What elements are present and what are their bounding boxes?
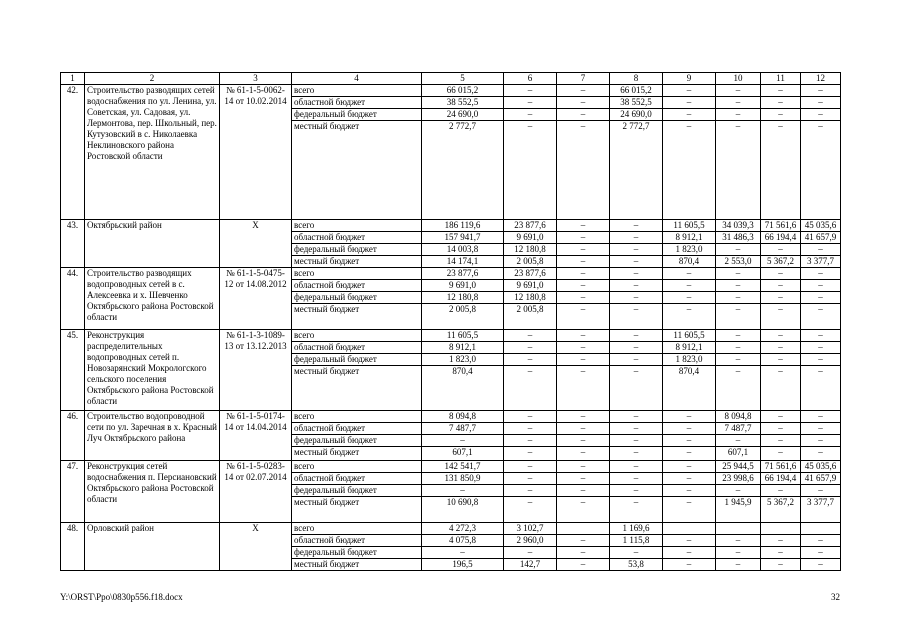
object-name: Реконструкция сетей водоснабжения п. Персиановский Октябрьского района Ростовской области [85, 461, 220, 523]
value-cell: – [761, 121, 801, 220]
value-cell [663, 523, 716, 535]
value-cell: 131 850,9 [422, 473, 504, 485]
value-cell: – [557, 109, 610, 121]
value-cell: 7 487,7 [422, 423, 504, 435]
value-cell: – [504, 85, 557, 97]
value-cell: 38 552,5 [422, 97, 504, 109]
object-name: Реконструкция распределительных водопроводных сетей п. Новозарянский Мокрологского сельского поселения Октябрьского района Ростовской области [85, 330, 220, 411]
value-cell: – [663, 473, 716, 485]
value-cell: 38 552,5 [610, 97, 663, 109]
value-cell: – [716, 485, 761, 497]
funding-source: областной бюджет [292, 423, 422, 435]
value-cell: – [610, 435, 663, 447]
value-cell: – [557, 268, 610, 280]
funding-source: всего [292, 411, 422, 423]
document-number: № 61-1-5-0174-14 от 14.04.2014 [220, 411, 292, 461]
value-cell: 870,4 [422, 366, 504, 411]
value-cell: – [610, 473, 663, 485]
value-cell: 71 561,6 [761, 461, 801, 473]
funding-source: всего [292, 330, 422, 342]
funding-source: областной бюджет [292, 342, 422, 354]
value-cell: – [716, 280, 761, 292]
value-cell: 196,5 [422, 559, 504, 571]
value-cell: 8 912,1 [422, 342, 504, 354]
value-cell: 9 691,0 [504, 280, 557, 292]
table-body [61, 73, 841, 571]
value-cell: – [663, 121, 716, 220]
value-cell: 23 877,6 [504, 220, 557, 232]
value-cell: – [801, 366, 841, 411]
value-cell: 31 486,3 [716, 232, 761, 244]
value-cell: – [801, 304, 841, 330]
funding-source: федеральный бюджет [292, 547, 422, 559]
value-cell: 8 912,1 [663, 342, 716, 354]
value-cell: – [801, 354, 841, 366]
value-cell: 1 945,9 [716, 497, 761, 523]
value-cell: – [504, 497, 557, 523]
object-name: Строительство водопроводной сети по ул. Заречная в х. Красный Луч Октябрьского района [85, 411, 220, 461]
funding-source: федеральный бюджет [292, 292, 422, 304]
value-cell: – [557, 292, 610, 304]
value-cell: – [761, 280, 801, 292]
document-number: № 61-1-5-0475-12 от 14.08.2012 [220, 268, 292, 330]
funding-source: всего [292, 220, 422, 232]
value-cell: – [801, 423, 841, 435]
header-cell: 12 [801, 73, 841, 85]
funding-source: всего [292, 85, 422, 97]
value-cell: – [761, 423, 801, 435]
value-cell: – [504, 366, 557, 411]
table-row [61, 461, 841, 473]
budget-table [60, 72, 841, 571]
header-cell: 2 [85, 73, 220, 85]
value-cell: – [610, 461, 663, 473]
value-cell: 34 039,3 [716, 220, 761, 232]
value-cell: – [716, 244, 761, 256]
header-cell: 8 [610, 73, 663, 85]
value-cell: 1 823,0 [663, 354, 716, 366]
value-cell: – [663, 435, 716, 447]
value-cell: – [801, 485, 841, 497]
document-number: № 61-1-5-0062-14 от 10.02.2014 [220, 85, 292, 220]
funding-source: местный бюджет [292, 559, 422, 571]
value-cell: 3 377,7 [801, 256, 841, 268]
value-cell [801, 523, 841, 535]
table-row [61, 220, 841, 232]
row-number: 46. [61, 411, 85, 461]
value-cell: – [716, 121, 761, 220]
value-cell: – [663, 85, 716, 97]
value-cell: 23 877,6 [504, 268, 557, 280]
page-number: 32 [831, 592, 840, 602]
value-cell: – [663, 535, 716, 547]
value-cell: – [610, 342, 663, 354]
value-cell: – [663, 461, 716, 473]
value-cell: – [557, 485, 610, 497]
value-cell: – [801, 109, 841, 121]
value-cell: – [663, 423, 716, 435]
value-cell: – [557, 232, 610, 244]
value-cell: – [716, 292, 761, 304]
value-cell: – [663, 97, 716, 109]
value-cell: – [761, 447, 801, 461]
funding-source: местный бюджет [292, 497, 422, 523]
value-cell: – [801, 547, 841, 559]
value-cell: – [801, 342, 841, 354]
value-cell: – [761, 485, 801, 497]
value-cell: 5 367,2 [761, 256, 801, 268]
value-cell: 66 194,4 [761, 232, 801, 244]
value-cell: – [610, 411, 663, 423]
value-cell: 45 035,6 [801, 220, 841, 232]
value-cell: – [557, 461, 610, 473]
value-cell: – [557, 304, 610, 330]
value-cell: 1 823,0 [422, 354, 504, 366]
value-cell: – [801, 447, 841, 461]
value-cell: – [801, 244, 841, 256]
funding-source: федеральный бюджет [292, 244, 422, 256]
value-cell: – [801, 268, 841, 280]
value-cell: – [663, 497, 716, 523]
value-cell: – [761, 342, 801, 354]
value-cell: – [557, 354, 610, 366]
value-cell: – [610, 220, 663, 232]
value-cell: 870,4 [663, 256, 716, 268]
funding-source: всего [292, 461, 422, 473]
value-cell: 2 772,7 [610, 121, 663, 220]
row-number: 45. [61, 330, 85, 411]
value-cell: 1 823,0 [663, 244, 716, 256]
value-cell: – [504, 342, 557, 354]
value-cell: – [801, 292, 841, 304]
value-cell: 157 941,7 [422, 232, 504, 244]
value-cell: – [557, 559, 610, 571]
value-cell: 24 690,0 [610, 109, 663, 121]
value-cell: – [663, 547, 716, 559]
value-cell: – [504, 447, 557, 461]
value-cell: – [557, 473, 610, 485]
value-cell: – [504, 354, 557, 366]
value-cell: 2 005,8 [504, 256, 557, 268]
value-cell: 870,4 [663, 366, 716, 411]
value-cell: – [761, 559, 801, 571]
value-cell: 53,8 [610, 559, 663, 571]
value-cell: 8 912,1 [663, 232, 716, 244]
value-cell: – [761, 304, 801, 330]
value-cell: 66 194,4 [761, 473, 801, 485]
value-cell: 66 015,2 [610, 85, 663, 97]
value-cell: – [504, 411, 557, 423]
value-cell [761, 523, 801, 535]
value-cell: – [504, 547, 557, 559]
value-cell: 23 998,6 [716, 473, 761, 485]
header-cell: 9 [663, 73, 716, 85]
row-number: 44. [61, 268, 85, 330]
table-row [61, 268, 841, 280]
value-cell: 2 005,8 [422, 304, 504, 330]
value-cell: – [716, 342, 761, 354]
value-cell: – [504, 97, 557, 109]
value-cell: – [716, 268, 761, 280]
value-cell: – [610, 485, 663, 497]
funding-source: областной бюджет [292, 232, 422, 244]
value-cell: 607,1 [422, 447, 504, 461]
value-cell: 71 561,6 [761, 220, 801, 232]
value-cell: 8 094,8 [422, 411, 504, 423]
value-cell: – [761, 268, 801, 280]
table-row [61, 85, 841, 97]
value-cell: – [716, 547, 761, 559]
value-cell: 9 691,0 [422, 280, 504, 292]
value-cell: 8 094,8 [716, 411, 761, 423]
value-cell: 186 119,6 [422, 220, 504, 232]
value-cell: – [716, 559, 761, 571]
funding-source: местный бюджет [292, 304, 422, 330]
value-cell: 607,1 [716, 447, 761, 461]
value-cell: – [716, 85, 761, 97]
value-cell: – [761, 366, 801, 411]
funding-source: всего [292, 523, 422, 535]
value-cell: – [610, 547, 663, 559]
value-cell: – [716, 109, 761, 121]
value-cell: – [557, 423, 610, 435]
table-row [61, 523, 841, 535]
value-cell: – [557, 220, 610, 232]
value-cell: 3 377,7 [801, 497, 841, 523]
value-cell: – [504, 435, 557, 447]
value-cell: 45 035,6 [801, 461, 841, 473]
value-cell: – [663, 559, 716, 571]
value-cell: – [610, 497, 663, 523]
value-cell: – [761, 244, 801, 256]
value-cell: – [801, 121, 841, 220]
value-cell: – [663, 411, 716, 423]
footer-file-path: Y:\ORST\Ppo\0830p556.f18.docx [60, 592, 183, 602]
value-cell: – [761, 547, 801, 559]
value-cell: – [761, 330, 801, 342]
value-cell: 11 605,5 [663, 330, 716, 342]
value-cell: – [716, 97, 761, 109]
value-cell: – [663, 292, 716, 304]
value-cell: – [610, 423, 663, 435]
header-cell: 3 [220, 73, 292, 85]
funding-source: областной бюджет [292, 280, 422, 292]
object-name: Орловский район [85, 523, 220, 571]
value-cell: 2 005,8 [504, 304, 557, 330]
value-cell: – [610, 232, 663, 244]
value-cell: 12 180,8 [422, 292, 504, 304]
value-cell: – [557, 497, 610, 523]
header-cell: 1 [61, 73, 85, 85]
value-cell: – [504, 423, 557, 435]
funding-source: местный бюджет [292, 447, 422, 461]
value-cell: – [557, 85, 610, 97]
document-number: № 61-1-3-1089-13 от 13.12.2013 [220, 330, 292, 411]
value-cell: – [557, 244, 610, 256]
funding-source: федеральный бюджет [292, 109, 422, 121]
value-cell: – [801, 435, 841, 447]
value-cell: 25 944,5 [716, 461, 761, 473]
row-number: 47. [61, 461, 85, 523]
value-cell: – [761, 97, 801, 109]
value-cell: – [716, 435, 761, 447]
value-cell: – [610, 354, 663, 366]
value-cell: 3 102,7 [504, 523, 557, 535]
value-cell: – [610, 292, 663, 304]
value-cell: – [761, 85, 801, 97]
value-cell: 9 691,0 [504, 232, 557, 244]
object-name: Строительство разводящих сетей водоснабжения по ул. Ленина, ул. Советская, ул. Садовая, ул. Лермонтова, пер. Школьный, пер. Кутузовский в с. Николаевка Неклиновского района Ростовской области [85, 85, 220, 220]
value-cell: – [761, 109, 801, 121]
value-cell: 11 605,5 [422, 330, 504, 342]
funding-source: всего [292, 268, 422, 280]
value-cell: – [610, 256, 663, 268]
header-cell: 6 [504, 73, 557, 85]
header-cell: 10 [716, 73, 761, 85]
value-cell: – [504, 330, 557, 342]
value-cell: 41 657,9 [801, 473, 841, 485]
value-cell: – [610, 268, 663, 280]
value-cell: 2 553,0 [716, 256, 761, 268]
value-cell: 14 003,8 [422, 244, 504, 256]
value-cell: 10 690,8 [422, 497, 504, 523]
value-cell: 1 115,8 [610, 535, 663, 547]
object-name: Октябрьский район [85, 220, 220, 268]
value-cell: – [557, 447, 610, 461]
funding-source: федеральный бюджет [292, 485, 422, 497]
object-name: Строительство разводящих водопроводных сетей в с. Алексеевка и х. Шевченко Октябрьского района Ростовской области [85, 268, 220, 330]
funding-source: областной бюджет [292, 535, 422, 547]
funding-source: местный бюджет [292, 256, 422, 268]
value-cell: – [422, 547, 504, 559]
value-cell: – [557, 535, 610, 547]
value-cell: 142 541,7 [422, 461, 504, 473]
value-cell: – [716, 304, 761, 330]
value-cell: – [422, 485, 504, 497]
value-cell: – [716, 535, 761, 547]
value-cell: – [557, 256, 610, 268]
value-cell: – [557, 97, 610, 109]
value-cell: – [801, 330, 841, 342]
value-cell: – [801, 559, 841, 571]
value-cell: – [716, 366, 761, 411]
value-cell: 1 169,6 [610, 523, 663, 535]
value-cell: 2 772,7 [422, 121, 504, 220]
funding-source: федеральный бюджет [292, 435, 422, 447]
value-cell: – [610, 366, 663, 411]
value-cell: – [610, 244, 663, 256]
value-cell: 4 075,8 [422, 535, 504, 547]
row-number: 48. [61, 523, 85, 571]
value-cell: 66 015,2 [422, 85, 504, 97]
value-cell: – [663, 447, 716, 461]
value-cell: 4 272,3 [422, 523, 504, 535]
value-cell: – [557, 411, 610, 423]
funding-source: местный бюджет [292, 366, 422, 411]
document-number: № 61-1-5-0283-14 от 02.07.2014 [220, 461, 292, 523]
value-cell: – [716, 330, 761, 342]
value-cell: – [557, 435, 610, 447]
value-cell: – [801, 280, 841, 292]
value-cell: 12 180,8 [504, 292, 557, 304]
value-cell: – [801, 535, 841, 547]
value-cell: – [557, 280, 610, 292]
value-cell: – [557, 547, 610, 559]
value-cell: 14 174,1 [422, 256, 504, 268]
value-cell: – [504, 461, 557, 473]
funding-source: областной бюджет [292, 97, 422, 109]
funding-source: местный бюджет [292, 121, 422, 220]
value-cell: 41 657,9 [801, 232, 841, 244]
value-cell: – [610, 447, 663, 461]
header-cell: 7 [557, 73, 610, 85]
row-number: 43. [61, 220, 85, 268]
value-cell: – [663, 485, 716, 497]
value-cell: – [504, 109, 557, 121]
value-cell: – [610, 280, 663, 292]
value-cell: – [663, 304, 716, 330]
value-cell: 7 487,7 [716, 423, 761, 435]
value-cell: – [663, 109, 716, 121]
value-cell: – [761, 535, 801, 547]
value-cell: – [801, 85, 841, 97]
header-cell: 11 [761, 73, 801, 85]
row-number: 42. [61, 85, 85, 220]
table-row [61, 330, 841, 342]
value-cell: – [504, 473, 557, 485]
value-cell: – [610, 330, 663, 342]
value-cell [716, 523, 761, 535]
table-row [61, 411, 841, 423]
value-cell: 11 605,5 [663, 220, 716, 232]
value-cell: – [801, 411, 841, 423]
value-cell: – [557, 330, 610, 342]
value-cell [557, 523, 610, 535]
document-number: Х [220, 523, 292, 571]
funding-source: федеральный бюджет [292, 354, 422, 366]
header-row [61, 73, 841, 85]
value-cell: – [801, 97, 841, 109]
value-cell: – [716, 354, 761, 366]
header-cell: 4 [292, 73, 422, 85]
value-cell: 2 960,0 [504, 535, 557, 547]
value-cell: 12 180,8 [504, 244, 557, 256]
value-cell: – [504, 485, 557, 497]
value-cell: – [422, 435, 504, 447]
value-cell: – [557, 342, 610, 354]
value-cell: – [504, 121, 557, 220]
value-cell: 23 877,6 [422, 268, 504, 280]
value-cell: – [761, 435, 801, 447]
value-cell: 142,7 [504, 559, 557, 571]
value-cell: 5 367,2 [761, 497, 801, 523]
value-cell: – [761, 354, 801, 366]
value-cell: – [761, 292, 801, 304]
value-cell: – [663, 268, 716, 280]
value-cell: – [663, 280, 716, 292]
value-cell: 24 690,0 [422, 109, 504, 121]
value-cell: – [557, 121, 610, 220]
document-number: Х [220, 220, 292, 268]
value-cell: – [557, 366, 610, 411]
value-cell: – [610, 304, 663, 330]
funding-source: областной бюджет [292, 473, 422, 485]
header-cell: 5 [422, 73, 504, 85]
value-cell: – [761, 411, 801, 423]
